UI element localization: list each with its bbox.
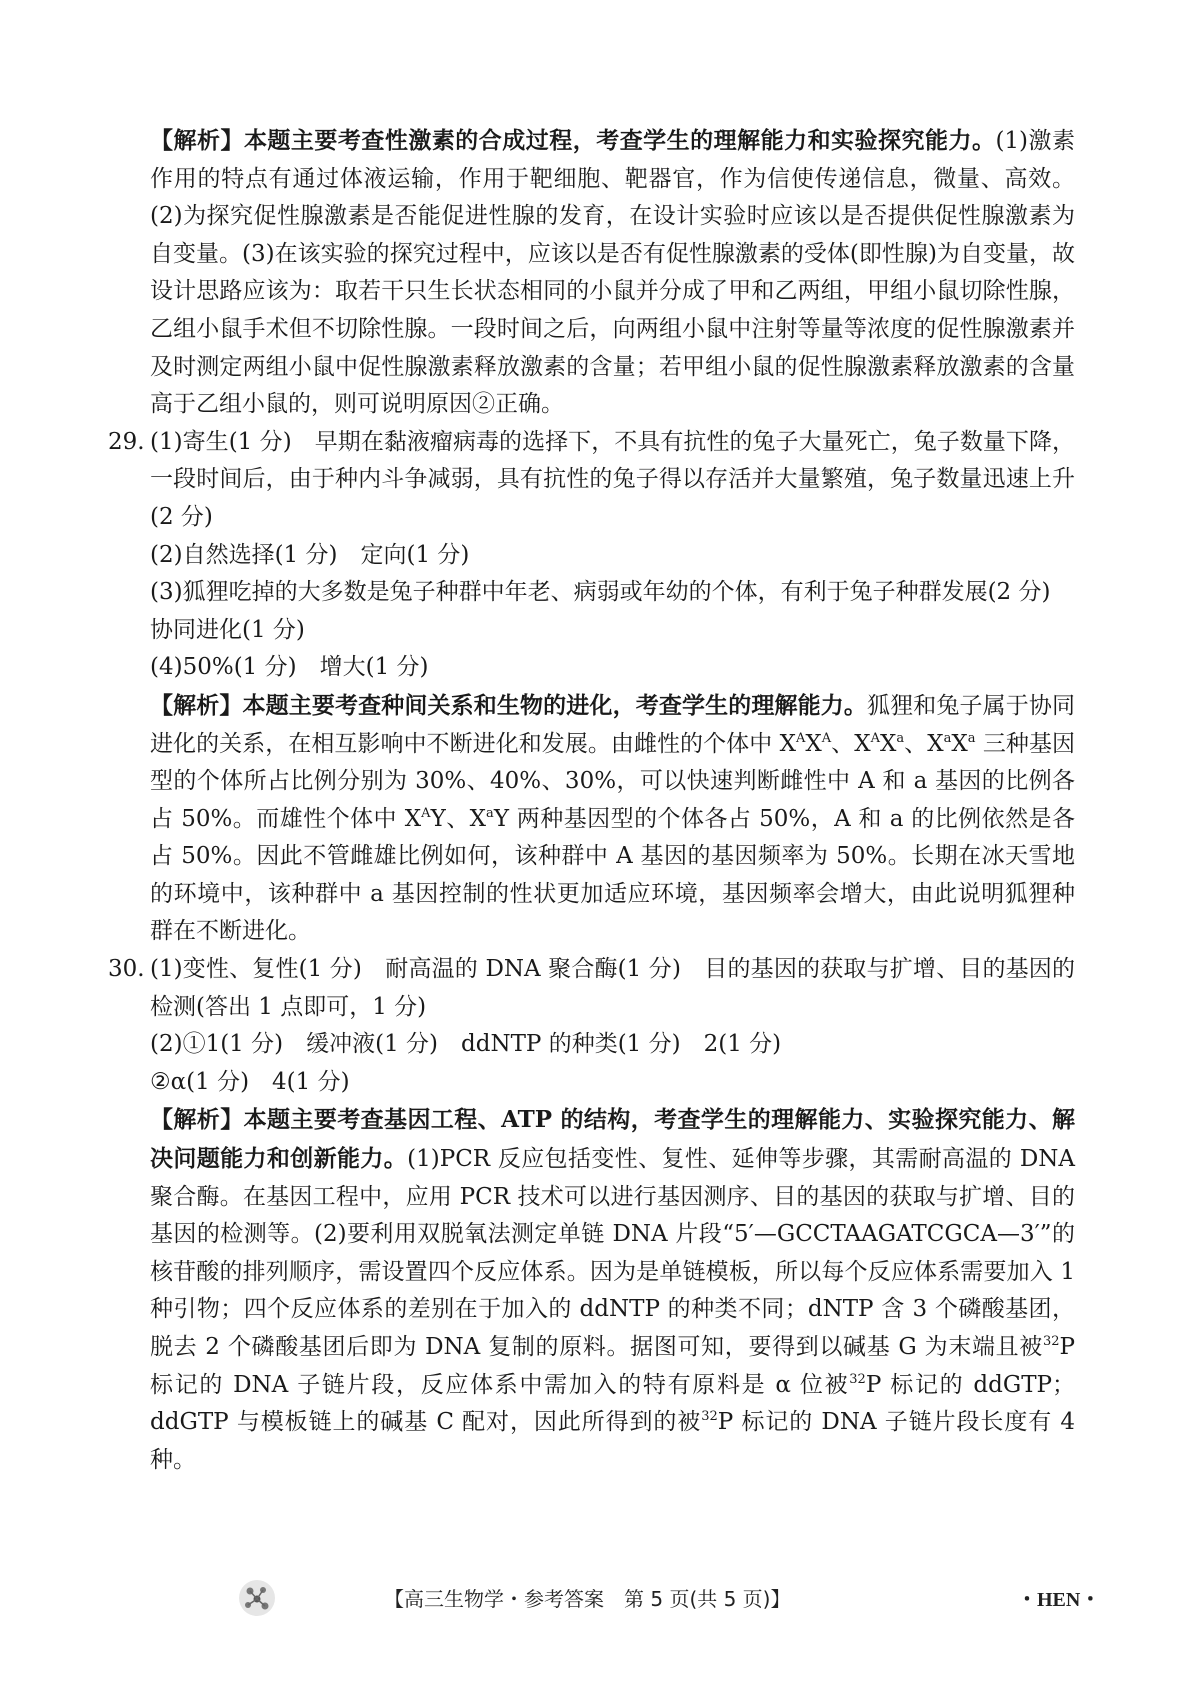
analysis-heading: 【解析】本题主要考查性激素的合成过程，考查学生的理解能力和实验探究能力。 bbox=[150, 127, 996, 154]
answer-line: (2)①1(1 分) 缓冲液(1 分) ddNTP 的种类(1 分) 2(1 分) bbox=[150, 1031, 782, 1058]
genotype-y: Y bbox=[430, 805, 446, 832]
publisher-logo-icon bbox=[238, 1579, 276, 1617]
answer-line: 协同进化(1 分) bbox=[150, 616, 305, 643]
footer-page-info: 【高三生物学・参考答案 第 5 页(共 5 页)】 bbox=[384, 1587, 791, 1611]
genotype-y: Y bbox=[493, 805, 509, 832]
question-29 bbox=[108, 424, 1076, 951]
analysis-body: P 标记的 DNA 子链片段，反应体系中需加入的特有原料是 α 位被 bbox=[150, 1334, 1075, 1398]
analysis-body: 两种基因型的个体各占 50%，A 和 a 的比例依然是各占 50%。因此不管雌雄比例如何，该种群中 A 基因的基因频率为 50%。长期在冰天雪地的环境中，该种群中 a 基因控制的性状更加适应环境，基因频率会增大，由此说明狐狸种群在不断进化。 bbox=[150, 805, 1076, 945]
analysis-body: (1)激素作用的特点有通过体液运输，作用于靶细胞、靶器官，作为信使传递信息，微量、高效。(2)为探究促性腺激素是否能促进性腺的发育，在设计实验时应该以是否提供促性腺激素为自变量。(3)在该实验的探究过程中，应该以是否有促性腺激素的受体(即性腺)为自变量，故设计思路应该为：取若干只生长状态相同的小鼠并分成了甲和乙两组，甲组小鼠切除性腺，乙组小鼠手术但不切除性腺。一段时间之后，向两组小鼠中注射等量等浓度的促性腺激素并及时测定两组小鼠中促性腺激素释放激素的含量；若甲组小鼠的促性腺激素释放激素的含量高于乙组小鼠的，则可说明原因②正确。 bbox=[150, 128, 1075, 418]
isotope-sup: 32 bbox=[849, 1371, 866, 1387]
separator: 、 bbox=[445, 805, 470, 832]
analysis-heading: 【解析】本题主要考查种间关系和生物的进化，考查学生的理解能力。 bbox=[150, 691, 867, 719]
separator: 、 bbox=[831, 730, 855, 757]
answer-line: (2)自然选择(1 分) 定向(1 分) bbox=[150, 541, 470, 568]
analysis-body: (1)PCR 反应包括变性、复性、延伸等步骤，其需耐高温的 DNA 聚合酶。在基因工程中，应用 PCR 技术可以进行基因测序、目的基因的获取与扩增、目的基因的检测等。(2)要利用双脱氧法测定单链 DNA 片段“5′—GCCTAAGATCGCA—3′”的核苷酸的排列顺序，需设置四个反应体系。因为是单链模板，所以每个反应体系需要加入 1 种引物；四个反应体系的差别在于加入的 ddNTP 的种类不同；dNTP 含 3 个磷酸基团，脱去 2 个磷酸基团后即为 DNA 复制的原料。据图可知，要得到以碱基 G 为末端且被 bbox=[150, 1146, 1075, 1360]
genotype-sup: a bbox=[943, 730, 952, 746]
answer-line: (1)变性、复性(1 分) 耐高温的 DNA 聚合酶(1 分) 目的基因的获取与扩增、目的基因的检测(答出 1 点即可，1 分) bbox=[150, 956, 1075, 1020]
isotope-sup: 32 bbox=[701, 1409, 718, 1425]
analysis-paragraph-28 bbox=[150, 122, 1075, 424]
answer-line: ②α(1 分) 4(1 分) bbox=[150, 1068, 350, 1095]
genotype-sup: a bbox=[896, 730, 905, 746]
analysis-body: P 标记的 ddGTP；ddGTP 与模板链上的碱基 C 配对，因此所得到的被 bbox=[150, 1371, 1076, 1436]
genotype-x: X bbox=[469, 805, 487, 832]
analysis-paragraph-29 bbox=[150, 687, 1075, 951]
footer-code: ・HEN・ bbox=[1017, 1589, 1101, 1611]
answer-line: (3)狐狸吃掉的大多数是兔子种群中年老、病弱或年幼的个体，有利于兔子种群发展(2 分) bbox=[150, 579, 1051, 606]
question-30 bbox=[108, 951, 1076, 1479]
genotype-x: X bbox=[854, 730, 871, 757]
isotope-sup: 32 bbox=[1042, 1333, 1060, 1349]
answer-line: (1)寄生(1 分) 早期在黏液瘤病毒的选择下，不具有抗性的兔子大量死亡，兔子数量下降，一段时间后，由于种内斗争减弱，具有抗性的兔子得以存活并大量繁殖，兔子数量迅速上升(2 分) bbox=[150, 428, 1075, 530]
genotype-x: X bbox=[805, 730, 822, 757]
answer-line: (4)50%(1 分) 增大(1 分) bbox=[150, 654, 429, 681]
genotype-sup: A bbox=[821, 730, 832, 746]
analysis-heading: 【解析】本题主要考查基因工程、ATP 的结构，考查学生的理解能力、实验探究能力、解决问题能力和创新能力。 bbox=[150, 1106, 1075, 1173]
genotype-x: X bbox=[880, 730, 897, 757]
genotype-sup: a bbox=[486, 805, 494, 821]
answer-content bbox=[108, 122, 1076, 1479]
question-number: 29. bbox=[108, 428, 145, 455]
analysis-body: 三种基因型的个体所占比例分别为 30%、40%、30%，可以快速判断雌性中 A 和 a 基因的比例各占 50%。而雄性个体中 X bbox=[150, 730, 1076, 832]
genotype-x: X bbox=[927, 730, 944, 757]
genotype-sup: a bbox=[967, 730, 976, 746]
genotype-sup: A bbox=[421, 805, 431, 821]
analysis-body: 狐狸和兔子属于协同进化的关系，在相互影响中不断进化和发展。由雌性的个体中 X bbox=[150, 692, 1076, 757]
genotype-sup: A bbox=[870, 730, 880, 746]
genotype-x: X bbox=[951, 730, 968, 757]
genotype-sup: A bbox=[795, 730, 806, 746]
page-footer bbox=[0, 1576, 1200, 1620]
analysis-paragraph-30 bbox=[150, 1101, 1075, 1479]
question-number: 30. bbox=[108, 956, 145, 983]
separator: 、 bbox=[904, 730, 928, 757]
analysis-body: P 标记的 DNA 子链片段长度有 4 种。 bbox=[150, 1409, 1075, 1473]
